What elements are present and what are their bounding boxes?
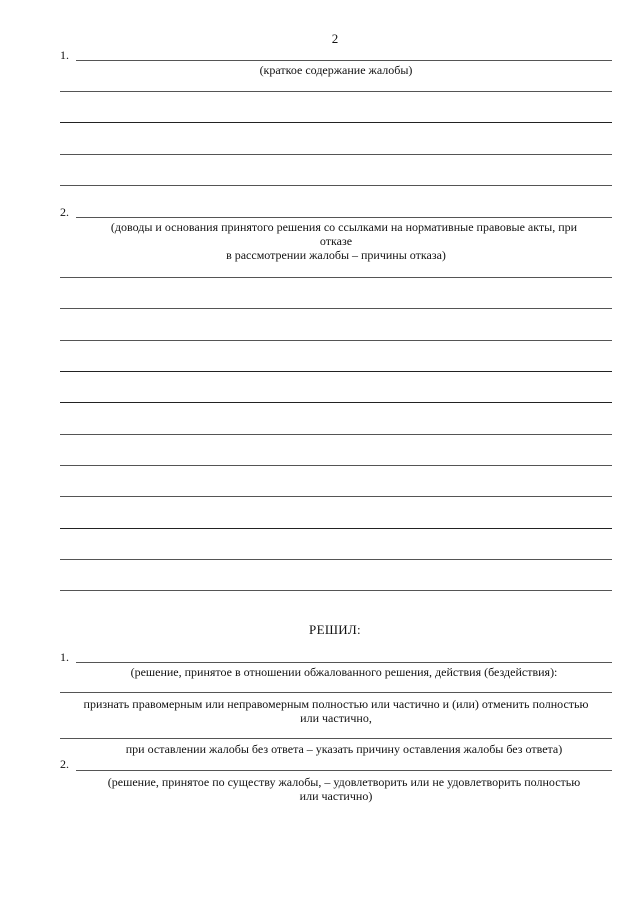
decision-item1-number: 1. [60, 650, 69, 664]
section1-fill-line [76, 60, 612, 61]
section2-line-4 [60, 371, 612, 372]
section2-fill-line [76, 217, 612, 218]
decision-item1-text-line2: или частично, [300, 711, 372, 725]
section2-line-9 [60, 528, 612, 529]
decision-item1-caption: (решение, принятое в отношении обжалованного решения, действия (бездействия): [130, 665, 558, 679]
section2-line-3 [60, 340, 612, 341]
decision-item1-text-line1: признать правомерным или неправомерным полностью или частично и (или) отменить полностью [83, 697, 589, 711]
decision-heading: РЕШИЛ: [309, 622, 361, 637]
section1-line-3 [60, 154, 612, 155]
section2-line-11 [60, 590, 612, 591]
section2-line-5 [60, 402, 612, 403]
section1-number: 1. [60, 48, 69, 62]
section2-caption-line3: в рассмотрении жалобы – причины отказа) [226, 248, 446, 262]
decision-item2-caption-line2: или частично) [299, 789, 373, 803]
decision-item1-line-2 [60, 738, 612, 739]
section2-line-7 [60, 465, 612, 466]
section1-line-1 [60, 91, 612, 92]
section1-line-4 [60, 185, 612, 186]
decision-item1-fill-line [76, 662, 612, 663]
section2-line-1 [60, 277, 612, 278]
section1-caption: (краткое содержание жалобы) [259, 63, 413, 77]
section2-caption-line1: (доводы и основания принятого решения со ссылками на нормативные правовые акты, при [110, 220, 578, 234]
section2-caption-line2: отказе [319, 234, 353, 248]
page-number: 2 [331, 31, 339, 46]
section2-line-6 [60, 434, 612, 435]
section2-number: 2. [60, 205, 69, 219]
decision-item2-number: 2. [60, 757, 69, 771]
decision-item1-text-line3: при оставлении жалобы без ответа – указать причину оставления жалобы без ответа) [125, 742, 563, 756]
decision-item2-caption-line1: (решение, принятое по существу жалобы, – удовлетворить или не удовлетворить полностью [107, 775, 581, 789]
decision-item2-fill-line [76, 770, 612, 771]
section1-line-2 [60, 122, 612, 123]
section2-line-2 [60, 308, 612, 309]
decision-item1-line-1 [60, 692, 612, 693]
section2-line-8 [60, 496, 612, 497]
section2-line-10 [60, 559, 612, 560]
